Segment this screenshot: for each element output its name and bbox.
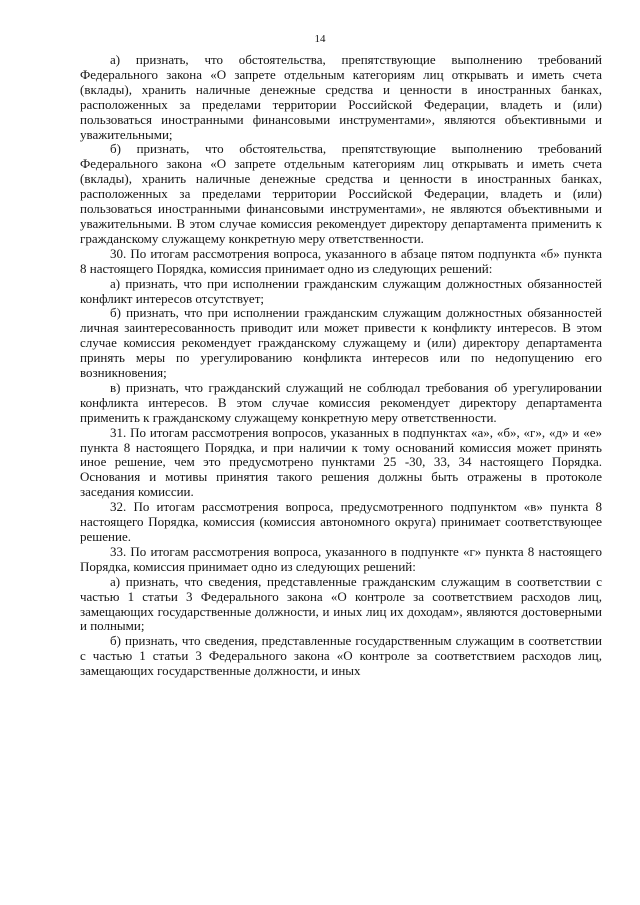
paragraph-29b: б) признать, что обстоятельства, препятствующие выполнению требований Федерального закона «О запрете отдельным категориям лиц открывать и иметь счета (вклады), хранить наличные денежные средства и ценности в иностранных банках, расположенных за пределами территории Российской Федерации, владеть и (или) пользоваться иностранными финансовыми инструментами», не являются объективными и уважительными. В этом случае комиссия рекомендует директору департамента применить к гражданскому служащему конкретную меру ответственности. [80,141,602,246]
paragraph-29a: а) признать, что обстоятельства, препятствующие выполнению требований Федерального закона «О запрете отдельным категориям лиц открывать и иметь счета (вклады), хранить наличные денежные средства и ценности в иностранных банках, расположенных за пределами территории Российской Федерации, владеть и (или) пользоваться иностранными финансовыми инструментами», являются объективными и уважительными; [80,52,602,142]
paragraph-30a: а) признать, что при исполнении гражданским служащим должностных обязанностей конфликт интересов отсутствует; [80,275,602,306]
paragraph-33a: а) признать, что сведения, представленные гражданским служащим в соответствии с частью 1 статьи 3 Федерального закона «О контроле за соответствием расходов лиц, замещающих государственные должности, и иных лиц их доходам», являются достоверными и полными; [80,573,602,634]
paragraph-30c: в) признать, что гражданский служащий не соблюдал требования об урегулировании конфликта интересов. В этом случае комиссия рекомендует директору департамента применить к гражданскому служащему конкретную меру ответственности. [80,379,602,425]
paragraph-31: 31. По итогам рассмотрения вопросов, указанных в подпунктах «а», «б», «г», «д» и «е» пункта 8 настоящего Порядка, и при наличии к тому оснований комиссия может принять иное решение, чем это предусмотрено пунктами 25 -30, 33, 34 настоящего Порядка. Основания и мотивы принятия такого решения должны быть отражены в протоколе заседания комиссии. [80,424,602,500]
paragraph-33: 33. По итогам рассмотрения вопроса, указанного в подпункте «г» пункта 8 настоящего Порядка, комиссия принимает одно из следующих решений: [80,543,602,574]
paragraph-32: 32. По итогам рассмотрения вопроса, предусмотренного подпунктом «в» пункта 8 настоящего Порядка, комиссия (комиссия автономного округа) принимает соответствующее решение. [80,499,602,544]
page-number: 14 [314,33,326,45]
paragraph-33b: б) признать, что сведения, представленные государственным служащим в соответствии с частью 1 статьи 3 Федерального закона «О контроле за соответствием расходов лиц, замещающих государственные должности, и иных [80,633,602,679]
paragraph-30b: б) признать, что при исполнении гражданским служащим должностных обязанностей личная заинтересованность приводит или может привести к конфликту интересов. В этом случае комиссия рекомендует гражданскому служащему и (или) директору департамента принять меры по урегулированию конфликта интересов или по недопущению его возникновения; [80,305,602,381]
paragraph-30: 30. По итогам рассмотрения вопроса, указанного в абзаце пятом подпункта «б» пункта 8 настоящего Порядка, комиссия принимает одно из следующих решений: [80,245,602,276]
document-body [80,53,602,679]
